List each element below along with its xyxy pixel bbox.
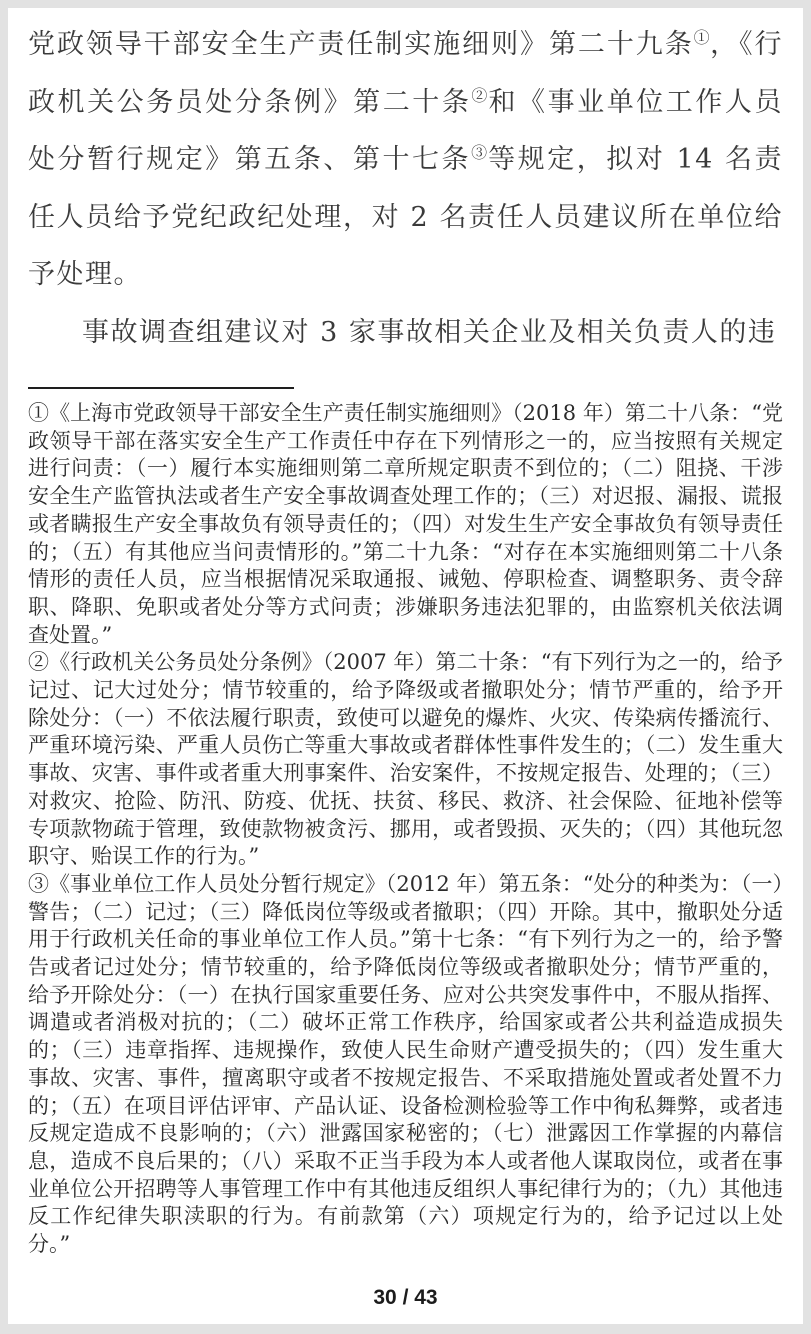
body-text-run: 事故调查组建议对 3 家事故相关企业及相关负责人的违 — [82, 316, 777, 348]
footnote-marker: ① — [28, 401, 50, 425]
footnote-reference-mark: ③ — [471, 143, 489, 162]
footnote-item — [28, 400, 783, 649]
footnote-reference-mark: ② — [471, 85, 489, 105]
body-paragraph — [28, 16, 783, 304]
footnote-separator — [28, 387, 294, 389]
page-number: 30 / 43 — [373, 1286, 438, 1309]
footnote-item — [28, 871, 783, 1259]
body-text-run: 等规定，拟对 14 名责任人员给予党纪政纪处理，对 2 名责任人员建议所在单位给予处理。 — [28, 144, 783, 290]
page-footer — [8, 1286, 803, 1310]
footnote-marker: ② — [28, 650, 50, 675]
footnote-text: 《事业单位工作人员处分暂行规定》（2012 年）第五条：“处分的种类为：（一）警告；（二）记过；（三）降低岗位等级或者撤职；（四）开除。其中，撤职处分适用于行政机关任命的事业单位工作人员。”第十七条：“有下列行为之一的，给予警告或者记过处分；情节较重的，给予降低岗位等级或者撤职处分；情节严重的，给予开除处分：（一）在执行国家重要任务、应对公共突发事件中，不服从指挥、调遣或者消极对抗的；（二）破坏正常工作秩序，给国家或者公共利益造成损失的；（三）违章指挥、违规操作，致使人民生命财产遭受损失的；（四）发生重大事故、灾害、事件，擅离职守或者不按规定报告、不采取措施处置或者处置不力的；（五）在项目评估评审、产品认证、设备检测检验等工作中徇私舞弊，或者违反规定造成不良影响的；（六）泄露国家秘密的；（七）泄露因工作掌握的内幕信息，造成不良后果的；（八）采取不正当手段为本人或者他人谋取岗位，或者在事业单位公开招聘等人事管理工作中有其他违反组织人事纪律行为的；（九）其他违反工作纪律失职渎职的行为。有前款第（六）项规定行为的，给予记过以上处分。” — [28, 871, 783, 1257]
footnote-text: 《行政机关公务员处分条例》（2007 年）第二十条：“有下列行为之一的，给予记过、记大过处分；情节较重的，给予降级或者撤职处分；情节严重的，给予开除处分：（一）不依法履行职责，致使可以避免的爆炸、火灾、传染病传播流行、严重环境污染、严重人员伤亡等重大事故或者群体性事件发生的；（二）发生重大事故、灾害、事件或者重大刑事案件、治安案件，不按规定报告、处理的；（三）对救灾、抢险、防汛、防疫、优抚、扶贫、移民、救济、社会保险、征地补偿等专项款物疏于管理，致使款物被贪污、挪用，或者毁损、灭失的；（四）其他玩忽职守、贻误工作的行为。” — [28, 650, 784, 869]
footnote-list — [28, 400, 783, 1259]
body-text-run: ，《行政机关公务员处分条例》第二十条 — [28, 29, 784, 118]
body-paragraph — [28, 304, 783, 362]
body-text-run: 党政领导干部安全生产责任制实施细则》第二十九条 — [28, 29, 694, 60]
footnote-text: 《上海市党政领导干部安全生产责任制实施细则》（2018 年）第二十八条：“党政领导干部在落实安全生产工作责任中存在下列情形之一的，应当按照有关规定进行问责：（一）履行本实施细则第二章所规定职责不到位的；（二）阻挠、干涉安全生产监管执法或者生产安全事故调查处理工作的；（三）对迟报、漏报、谎报或者瞒报生产安全事故负有领导责任的；（四）对发生生产安全事故负有领导责任的；（五）有其他应当问责情形的。”第二十九条：“对存在本实施细则第二十八条情形的责任人员，应当根据情况采取通报、诫勉、停职检查、调整职务、责令辞职、降职、免职或者处分等方式问责；涉嫌职务违法犯罪的，由监察机关依法调查处置。” — [28, 401, 784, 647]
main-text-section — [28, 16, 783, 361]
footnote-reference-mark: ① — [693, 28, 711, 47]
footnote-marker: ③ — [28, 871, 50, 896]
footnote-item — [28, 649, 783, 871]
footnote-section — [28, 387, 783, 1259]
body-text-run: 和《事业单位工作人员处分暂行规定》第五条、第十七条 — [28, 86, 783, 175]
